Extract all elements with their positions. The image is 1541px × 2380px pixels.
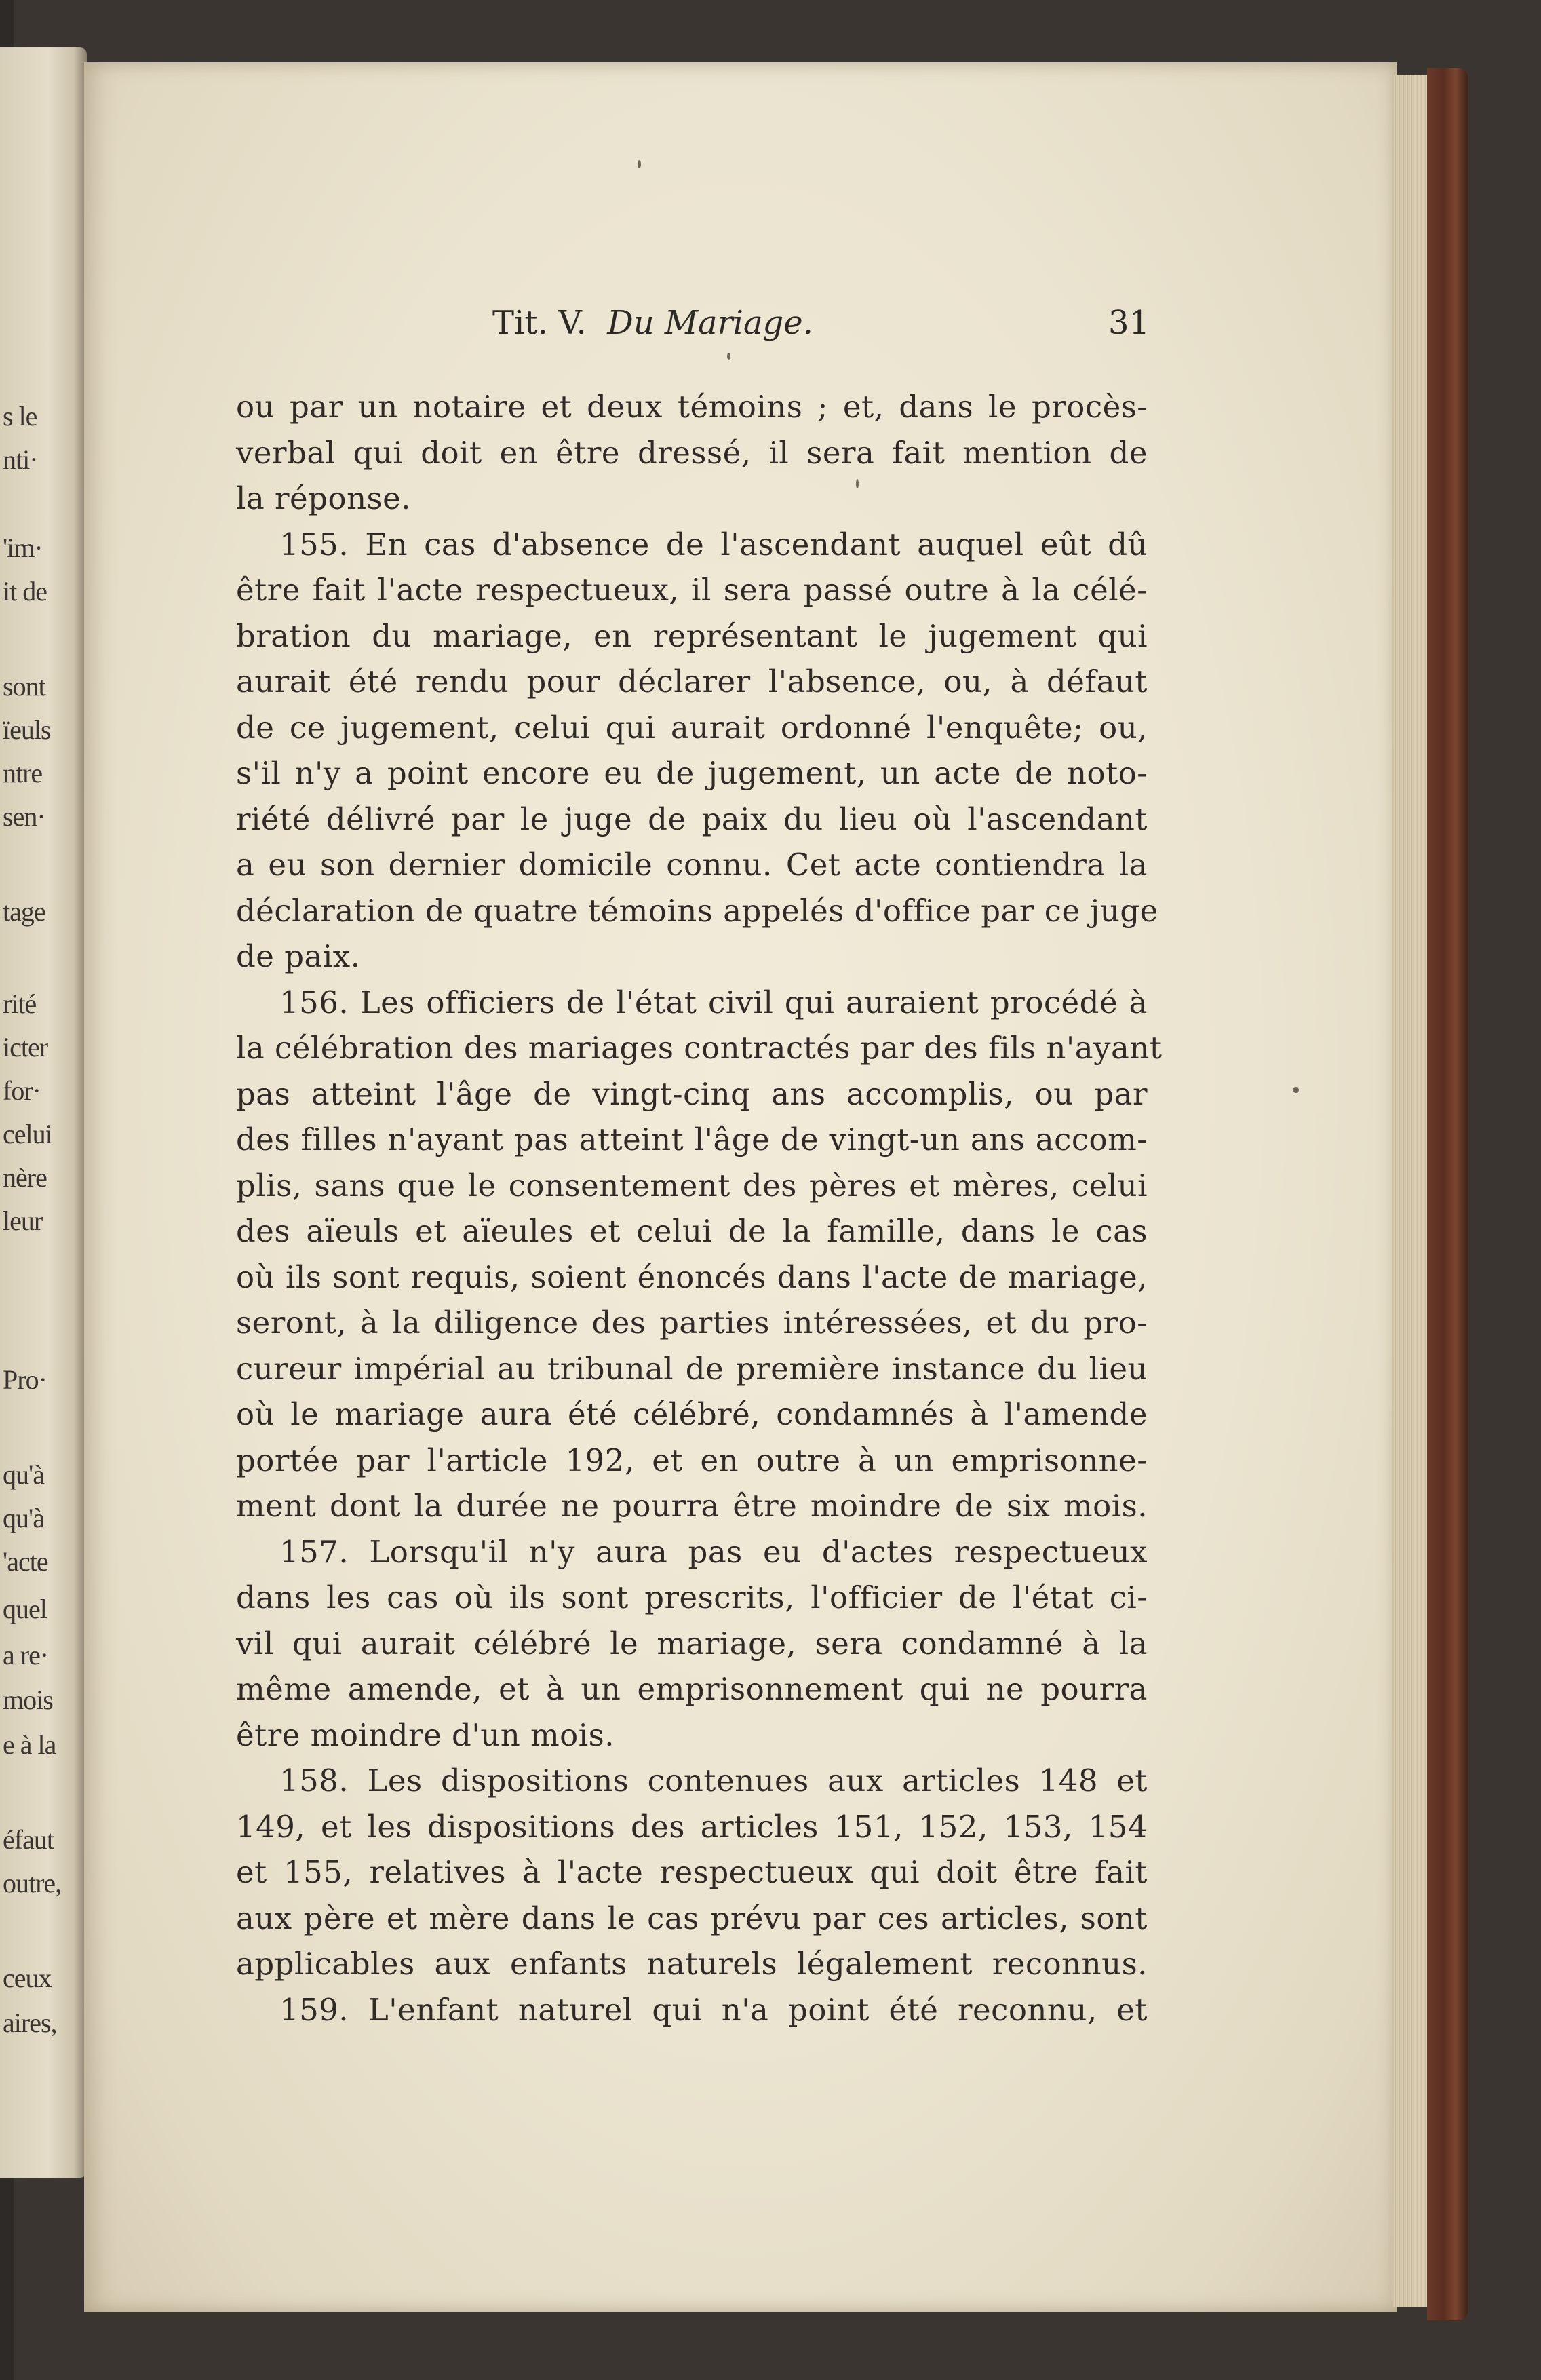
previous-page-fragment: Pro· bbox=[3, 1364, 47, 1395]
article-159-start: 159. L'enfant naturel qui n'a point été reconnu, et bbox=[279, 1991, 1148, 2028]
text-line: être moindre d'un mois. bbox=[236, 1716, 615, 1753]
text-line: ou par un notaire et deux témoins ; et, dans le procès- bbox=[236, 389, 1148, 425]
text-line: être fait l'acte respectueux, il sera passé outre à la célé- bbox=[236, 572, 1148, 608]
previous-page-fragment: éfaut bbox=[3, 1824, 54, 1855]
previous-page-fragment: nère bbox=[3, 1162, 47, 1193]
previous-page-fragment: tage bbox=[3, 896, 45, 927]
text-line: verbal qui doit en être dressé, il sera fait mention de bbox=[236, 434, 1148, 471]
previous-page-fragment: qu'à bbox=[3, 1503, 44, 1533]
body-text bbox=[236, 384, 1163, 2033]
previous-page-fragment: outre, bbox=[3, 1868, 62, 1898]
text-line: ment dont la durée ne pourra être moindre de six mois. bbox=[236, 1488, 1148, 1524]
previous-page-fragment: e à la bbox=[3, 1729, 56, 1760]
header-title-italic: Du Mariage. bbox=[607, 304, 813, 342]
previous-page-edge bbox=[0, 47, 87, 2178]
text-line: pas atteint l'âge de vingt-cinq ans accomplis, ou par bbox=[236, 1075, 1148, 1112]
text-line: bration du mariage, en représentant le jugement qui bbox=[236, 617, 1148, 654]
text-line: des filles n'ayant pas atteint l'âge de vingt-un ans accom- bbox=[236, 1121, 1148, 1157]
previous-page-fragment: it de bbox=[3, 576, 47, 607]
article-157-start: 157. Lorsqu'il n'y aura pas eu d'actes respectueux bbox=[279, 1533, 1148, 1570]
previous-page-fragment: quel bbox=[3, 1594, 47, 1624]
text-line: de paix. bbox=[236, 938, 361, 974]
text-line: 149, et les dispositions des articles 151, 152, 153, 154 bbox=[236, 1808, 1148, 1845]
text-line: où ils sont requis, soient énoncés dans l'acte de mariage, bbox=[236, 1259, 1148, 1295]
previous-page-fragment: a re· bbox=[3, 1640, 49, 1670]
previous-page-fragment: 'acte bbox=[3, 1546, 48, 1577]
text-line: s'il n'y a point encore eu de jugement, un acte de noto- bbox=[236, 755, 1148, 791]
text-line: même amende, et à un emprisonnement qui ne pourra bbox=[236, 1671, 1148, 1707]
article-158-start: 158. Les dispositions contenues aux articles 148 et bbox=[279, 1763, 1148, 1799]
text-line: où le mariage aura été célébré, condamnés à l'amende bbox=[236, 1396, 1148, 1432]
text-line: riété délivré par le juge de paix du lieu où l'ascendant bbox=[236, 801, 1148, 837]
previous-page-fragment: sen· bbox=[3, 801, 45, 832]
previous-page-fragment: s le bbox=[3, 401, 37, 431]
text-line: seront, à la diligence des parties intéressées, et du pro- bbox=[236, 1305, 1148, 1341]
page-number: 31 bbox=[1108, 304, 1150, 342]
running-header bbox=[492, 304, 1171, 351]
previous-page-fragment: ntre bbox=[3, 758, 43, 788]
previous-page-fragment: rité bbox=[3, 989, 37, 1019]
text-line: vil qui aurait célébré le mariage, sera condamné à la bbox=[236, 1625, 1148, 1662]
previous-page-fragment: celui bbox=[3, 1119, 52, 1149]
text-line: applicables aux enfants naturels légalement reconnus. bbox=[236, 1946, 1148, 1982]
previous-page-fragment: qu'à bbox=[3, 1459, 44, 1490]
page-edges bbox=[1392, 75, 1432, 2307]
previous-page-fragment: 'im· bbox=[3, 533, 43, 563]
header-title bbox=[492, 304, 813, 342]
text-line: la célébration des mariages contractés par des fils n'ayant bbox=[236, 1030, 1163, 1066]
paper-speck bbox=[1293, 1087, 1299, 1093]
previous-page-fragment: leur bbox=[3, 1206, 43, 1236]
previous-page-fragment: for· bbox=[3, 1075, 41, 1106]
book-cover-edge bbox=[1427, 68, 1468, 2320]
previous-page-fragment: ceux bbox=[3, 1963, 52, 1993]
previous-page-fragment: sont bbox=[3, 671, 45, 702]
paper-speck bbox=[638, 160, 641, 168]
previous-page-fragment: ïeuls bbox=[3, 714, 51, 745]
text-line: aurait été rendu pour déclarer l'absence, ou, à défaut bbox=[236, 664, 1148, 699]
previous-page-fragment: mois bbox=[3, 1685, 53, 1715]
text-line: portée par l'article 192, et en outre à un emprisonne- bbox=[236, 1442, 1148, 1478]
text-line: et 155, relatives à l'acte respectueux qui doit être fait bbox=[236, 1854, 1148, 1890]
text-line: dans les cas où ils sont prescrits, l'officier de l'état ci- bbox=[236, 1579, 1148, 1615]
article-155-start: 155. En cas d'absence de l'ascendant auquel eût dû bbox=[279, 526, 1148, 562]
text-line: aux père et mère dans le cas prévu par ces articles, sont bbox=[236, 1900, 1148, 1936]
text-line: cureur impérial au tribunal de première instance du lieu bbox=[236, 1350, 1148, 1387]
previous-page-fragment: icter bbox=[3, 1032, 48, 1062]
text-line: plis, sans que le consentement des pères et mères, celui bbox=[236, 1167, 1148, 1204]
article-156-start: 156. Les officiers de l'état civil qui auraient procédé à bbox=[279, 984, 1148, 1020]
text-line: a eu son dernier domicile connu. Cet acte contiendra la bbox=[236, 847, 1148, 883]
text-line: déclaration de quatre témoins appelés d'office par ce juge bbox=[236, 892, 1158, 929]
text-line: la réponse. bbox=[236, 480, 412, 516]
text-line: des aïeuls et aïeules et celui de la famille, dans le cas bbox=[236, 1213, 1148, 1249]
paper-speck bbox=[727, 353, 730, 360]
text-line: de ce jugement, celui qui aurait ordonné l'enquête; ou, bbox=[236, 709, 1148, 746]
previous-page-fragment: nti· bbox=[3, 444, 38, 475]
header-title-prefix: Tit. V. bbox=[492, 304, 587, 342]
previous-page-fragment: aires, bbox=[3, 2008, 57, 2038]
